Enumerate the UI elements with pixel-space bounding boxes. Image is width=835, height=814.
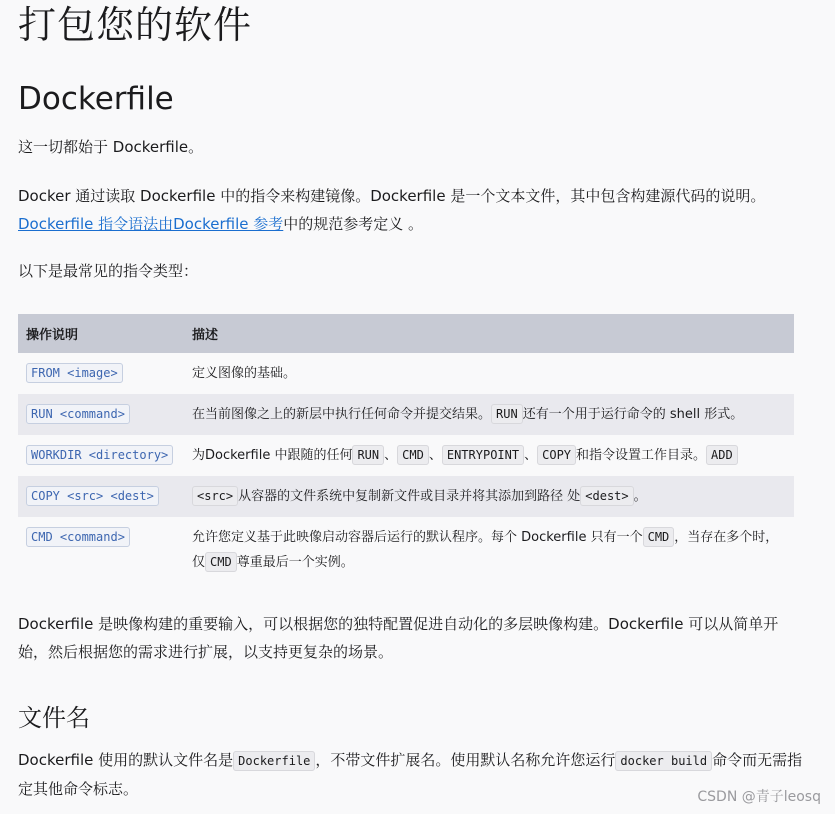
- table-header-operation: 操作说明: [18, 314, 184, 353]
- inline-code: CMD: [205, 552, 237, 572]
- desc-text: 还有一个用于运行命令的 shell 形式。: [522, 407, 744, 422]
- table-cell-op: [18, 394, 184, 435]
- table-cell-desc: [184, 435, 794, 476]
- filename-text: Dockerfile 使用的默认文件名是: [18, 751, 234, 769]
- table-row: [18, 394, 794, 435]
- table-cell-op: [18, 435, 184, 476]
- desc-text: 和指令设置工作目录。: [576, 448, 707, 463]
- description-text: Docker 通过读取 Dockerfile 中的指令来构建镜像。Dockerfile 是一个文本文件，其中包含构建源代码的说明。: [18, 187, 766, 205]
- table-row: [18, 517, 794, 583]
- description-paragraph: [18, 182, 808, 238]
- inline-code: COPY: [537, 445, 576, 465]
- filename-text: ，不带文件扩展名。使用默认名称允许您运行: [315, 751, 616, 769]
- inline-code: ENTRYPOINT: [442, 445, 524, 465]
- desc-text: 尊重最后一个实例。: [236, 555, 354, 570]
- table-cell-desc: [184, 394, 794, 435]
- table-cell-op: [18, 476, 184, 517]
- instruction-code: COPY <src> <dest>: [26, 486, 159, 506]
- instruction-code: CMD <command>: [26, 527, 130, 547]
- summary-paragraph: Dockerfile 是映像构建的重要输入，可以根据您的独特配置促进自动化的多层映像构建。Dockerfile 可以从简单开始，然后根据您的需求进行扩展，以支持更复杂的场景。: [18, 615, 779, 661]
- inline-code: <src>: [192, 486, 238, 506]
- desc-text: 为Dockerfile 中跟随的任何: [192, 448, 353, 463]
- instruction-table: [18, 314, 794, 583]
- watermark: CSDN @青子leosq: [697, 789, 821, 805]
- filename-paragraph: [18, 746, 808, 803]
- instruction-code: WORKDIR <directory>: [26, 445, 173, 465]
- section-heading-dockerfile: Dockerfile: [18, 81, 174, 117]
- page-title: 打包您的软件: [18, 3, 253, 47]
- inline-code-dockerfile: Dockerfile: [233, 751, 315, 771]
- table-cell-desc: [184, 517, 794, 583]
- instruction-code: RUN <command>: [26, 404, 130, 424]
- desc-sep: 、: [384, 448, 398, 463]
- desc-text: 从容器的文件系统中复制新文件或目录并将其添加到路径 处: [238, 489, 581, 504]
- table-header-row: [18, 314, 794, 353]
- intro-paragraph: 这一切都始于 Dockerfile。: [18, 138, 204, 156]
- table-row: [18, 476, 794, 517]
- inline-code-docker-build: docker build: [615, 751, 712, 771]
- inline-code: CMD: [397, 445, 429, 465]
- table-header-description: 描述: [184, 314, 794, 353]
- section-heading-filename: 文件名: [18, 704, 90, 732]
- table-cell-desc: [184, 476, 794, 517]
- desc-sep: 、: [428, 448, 442, 463]
- instruction-code: FROM <image>: [26, 363, 123, 383]
- desc-sep: 、: [524, 448, 538, 463]
- inline-code: RUN: [491, 404, 523, 424]
- description-tail: 中的规范参考定义 。: [283, 215, 424, 233]
- table-cell-op: [18, 517, 184, 583]
- desc-text: 在当前图像之上的新层中执行任何命令并提交结果。: [192, 407, 492, 422]
- inline-code: CMD: [643, 527, 675, 547]
- table-cell-desc: 定义图像的基础。: [184, 353, 794, 394]
- desc-text: 允许您定义基于此映像启动容器后运行的默认程序。每个 Dockerfile 只有一个: [192, 530, 643, 545]
- desc-text: 。: [633, 489, 647, 504]
- dockerfile-reference-link[interactable]: Dockerfile 指令语法由Dockerfile 参考: [18, 215, 284, 233]
- table-row: [18, 435, 794, 476]
- inline-code: <dest>: [580, 486, 633, 506]
- inline-code: ADD: [706, 445, 738, 465]
- instruction-types-intro: 以下是最常见的指令类型：: [18, 262, 199, 280]
- desc-text: ，当存在多个时，仅: [192, 530, 779, 570]
- filename-text: 命令而无需指定其他命令标志。: [18, 751, 803, 798]
- table-row: [18, 353, 794, 394]
- table-cell-op: [18, 353, 184, 394]
- inline-code: RUN: [352, 445, 384, 465]
